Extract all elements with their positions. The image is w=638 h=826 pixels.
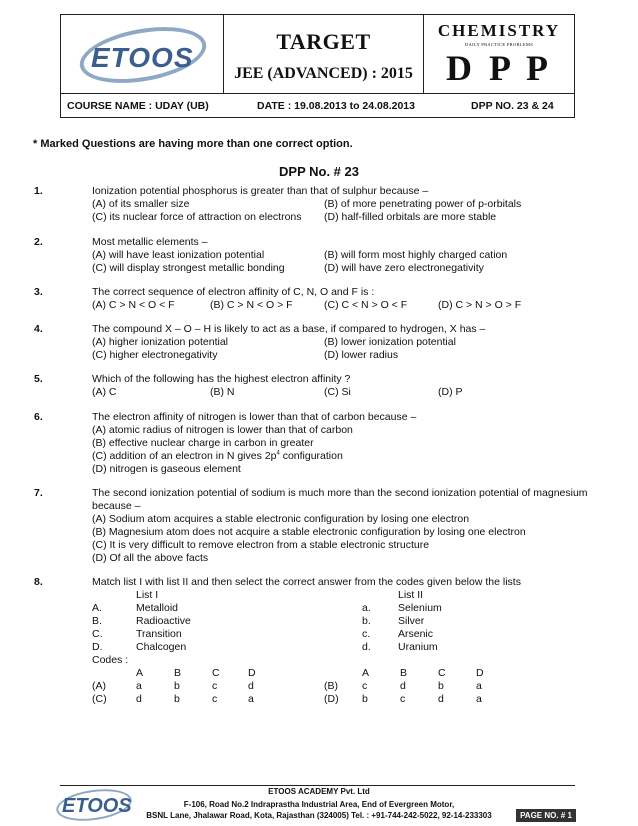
footer-address-line1: F-106, Road No.2 Indraprastha Industrial Area, End of Evergreen Motor, xyxy=(183,800,455,809)
list1-value: Metalloid xyxy=(136,602,179,614)
code-heading: D xyxy=(248,667,256,679)
q4-number: 4. xyxy=(34,323,43,335)
codes-label: Codes : xyxy=(92,654,129,666)
q4-option-a: (A) higher ionization potential xyxy=(92,336,228,348)
q5-option-a: (A) C xyxy=(92,386,117,398)
q7-text-line2: because – xyxy=(92,500,141,512)
subject-cell xyxy=(424,15,574,94)
q6-option-d: (D) nitrogen is gaseous element xyxy=(92,463,241,475)
logo: ETOOS xyxy=(91,42,194,73)
code-value: b xyxy=(174,693,180,705)
code-value: a xyxy=(136,680,142,692)
code-option: (D) xyxy=(324,693,339,705)
code-heading: A xyxy=(136,667,144,679)
list2-value: Selenium xyxy=(398,602,442,614)
code-heading: D xyxy=(476,667,484,679)
target-cell xyxy=(224,15,424,94)
list1-key: A. xyxy=(92,602,102,614)
q4-option-b: (B) lower ionization potential xyxy=(324,336,456,348)
q4-option-d: (D) lower radius xyxy=(324,349,399,361)
code-heading: C xyxy=(212,667,220,679)
q1-option-c: (C) its nuclear force of attraction on electrons xyxy=(92,211,302,223)
q2-text: Most metallic elements – xyxy=(92,236,208,248)
subject-title: CHEMISTRY xyxy=(437,21,561,40)
q5-option-d: (D) P xyxy=(438,386,463,398)
q1-option-d: (D) half-filled orbitals are more stable xyxy=(324,211,497,223)
code-value: c xyxy=(400,693,406,705)
footer-logo: ETOOS xyxy=(62,795,132,817)
list1-value: Transition xyxy=(136,628,182,640)
code-value: b xyxy=(174,680,180,692)
logo-cell xyxy=(61,15,224,94)
list2-key: a. xyxy=(362,602,371,614)
list2-key: c. xyxy=(362,628,371,640)
list2-value: Silver xyxy=(398,615,425,627)
list1-key: C. xyxy=(92,628,103,640)
q5-option-c: (C) Si xyxy=(324,386,351,398)
q4-text: The compound X – O – H is likely to act as a base, if compared to hydrogen, X has – xyxy=(92,323,486,335)
code-heading: A xyxy=(362,667,370,679)
q4-option-c: (C) higher electronegativity xyxy=(92,349,218,361)
code-option: (B) xyxy=(324,680,338,692)
list2-value: Arsenic xyxy=(398,628,434,640)
target-title: TARGET xyxy=(276,29,371,54)
list1-value: Radioactive xyxy=(136,615,191,627)
list1-key: B. xyxy=(92,615,102,627)
code-value: c xyxy=(212,680,218,692)
q3-option-a: (A) C > N < O < F xyxy=(92,299,175,311)
subject-subtitle: DAILY PRACTICE PROBLEMS xyxy=(464,42,534,47)
code-value: c xyxy=(212,693,218,705)
q7-option-a: (A) Sodium atom acquires a stable electronic configuration by losing one electron xyxy=(92,513,470,525)
q7-text-line1: The second ionization potential of sodium is much more than the second ionization potential of magnesium xyxy=(92,487,588,499)
list2-key: d. xyxy=(362,641,371,653)
footer-academy: ETOOS ACADEMY Pvt. Ltd xyxy=(268,787,370,796)
code-heading: B xyxy=(400,667,408,679)
q2-number: 2. xyxy=(34,236,43,248)
q6-option-c-suffix: configuration xyxy=(279,450,343,462)
q7-option-d: (D) Of all the above facts xyxy=(92,552,209,564)
q6-text: The electron affinity of nitrogen is lower than that of carbon because – xyxy=(92,411,417,423)
q7-number: 7. xyxy=(34,487,43,499)
code-value: a xyxy=(476,693,482,705)
q8-number: 8. xyxy=(34,576,43,588)
q5-option-b: (B) N xyxy=(210,386,235,398)
header-box xyxy=(60,14,575,118)
code-value: a xyxy=(248,693,254,705)
q1-text: Ionization potential phosphorus is greater than that of sulphur because – xyxy=(92,185,429,197)
q6-number: 6. xyxy=(34,411,43,423)
list1-key: D. xyxy=(92,641,103,653)
code-heading: C xyxy=(438,667,446,679)
header-info-row xyxy=(61,94,574,117)
code-value: d xyxy=(400,680,406,692)
q3-option-b: (B) C > N < O > F xyxy=(210,299,293,311)
code-option: (C) xyxy=(92,693,107,705)
footer-rule xyxy=(60,785,575,786)
q2-option-c: (C) will display strongest metallic bonding xyxy=(92,262,285,274)
q5-text: Which of the following has the highest electron affinity ? xyxy=(92,373,351,385)
code-heading: B xyxy=(174,667,182,679)
dpp-label: D P P xyxy=(446,48,552,88)
q3-number: 3. xyxy=(34,286,43,298)
q1-option-a: (A) of its smaller size xyxy=(92,198,190,210)
q6-option-a: (A) atomic radius of nitrogen is lower than that of carbon xyxy=(92,424,353,436)
code-option: (A) xyxy=(92,680,106,692)
header-top-row xyxy=(61,15,574,94)
code-value: d xyxy=(438,693,444,705)
q6-option-c-text: (C) addition of an electron in N gives 2p xyxy=(92,450,277,462)
code-value: b xyxy=(362,693,368,705)
marked-questions-note: * Marked Questions are having more than one correct option. xyxy=(33,138,353,150)
q6-option-b: (B) effective nuclear charge in carbon in greater xyxy=(92,437,314,449)
q7-option-c: (C) It is very difficult to remove electron from a stable electronic structure xyxy=(92,539,430,551)
list2-heading: List II xyxy=(398,589,424,601)
q3-option-c: (C) C < N > O < F xyxy=(324,299,408,311)
q2-option-d: (D) will have zero electronegativity xyxy=(324,262,484,274)
q2-option-b: (B) will form most highly charged cation xyxy=(324,249,508,261)
list1-heading: List I xyxy=(136,589,159,601)
q3-option-d: (D) C > N > O > F xyxy=(438,299,522,311)
q3-text: The correct sequence of electron affinity of C, N, O and F is : xyxy=(92,286,375,298)
course-name: COURSE NAME : UDAY (UB) xyxy=(67,100,209,112)
q1-number: 1. xyxy=(34,185,43,197)
list1-value: Chalcogen xyxy=(136,641,187,653)
dpp-number: DPP NO. 23 & 24 xyxy=(471,100,554,112)
section-title: DPP No. # 23 xyxy=(279,164,359,179)
q1-option-b: (B) of more penetrating power of p-orbitals xyxy=(324,198,522,210)
code-value: c xyxy=(362,680,368,692)
code-value: a xyxy=(476,680,482,692)
q8-text: Match list I with list II and then select the correct answer from the codes given below the lists xyxy=(92,576,521,588)
q7-option-b: (B) Magnesium atom does not acquire a stable electronic configuration by losing one electron xyxy=(92,526,526,538)
code-value: d xyxy=(136,693,142,705)
date-range: DATE : 19.08.2013 to 24.08.2013 xyxy=(257,100,415,112)
list2-value: Uranium xyxy=(398,641,438,653)
list2-key: b. xyxy=(362,615,371,627)
footer-address-line2: BSNL Lane, Jhalawar Road, Kota, Rajasthan (324005) Tel. : +91-744-242-5022, 92-14-233303 xyxy=(146,811,492,820)
q2-option-a: (A) will have least ionization potential xyxy=(92,249,265,261)
target-subtitle: JEE (ADVANCED) : 2015 xyxy=(234,65,413,82)
q6-option-c xyxy=(92,450,343,462)
code-value: b xyxy=(438,680,444,692)
code-value: d xyxy=(248,680,254,692)
q6-option-c-superscript: 4 xyxy=(276,450,280,457)
page-number-badge: PAGE NO. # 1 xyxy=(516,809,576,822)
q5-number: 5. xyxy=(34,373,43,385)
